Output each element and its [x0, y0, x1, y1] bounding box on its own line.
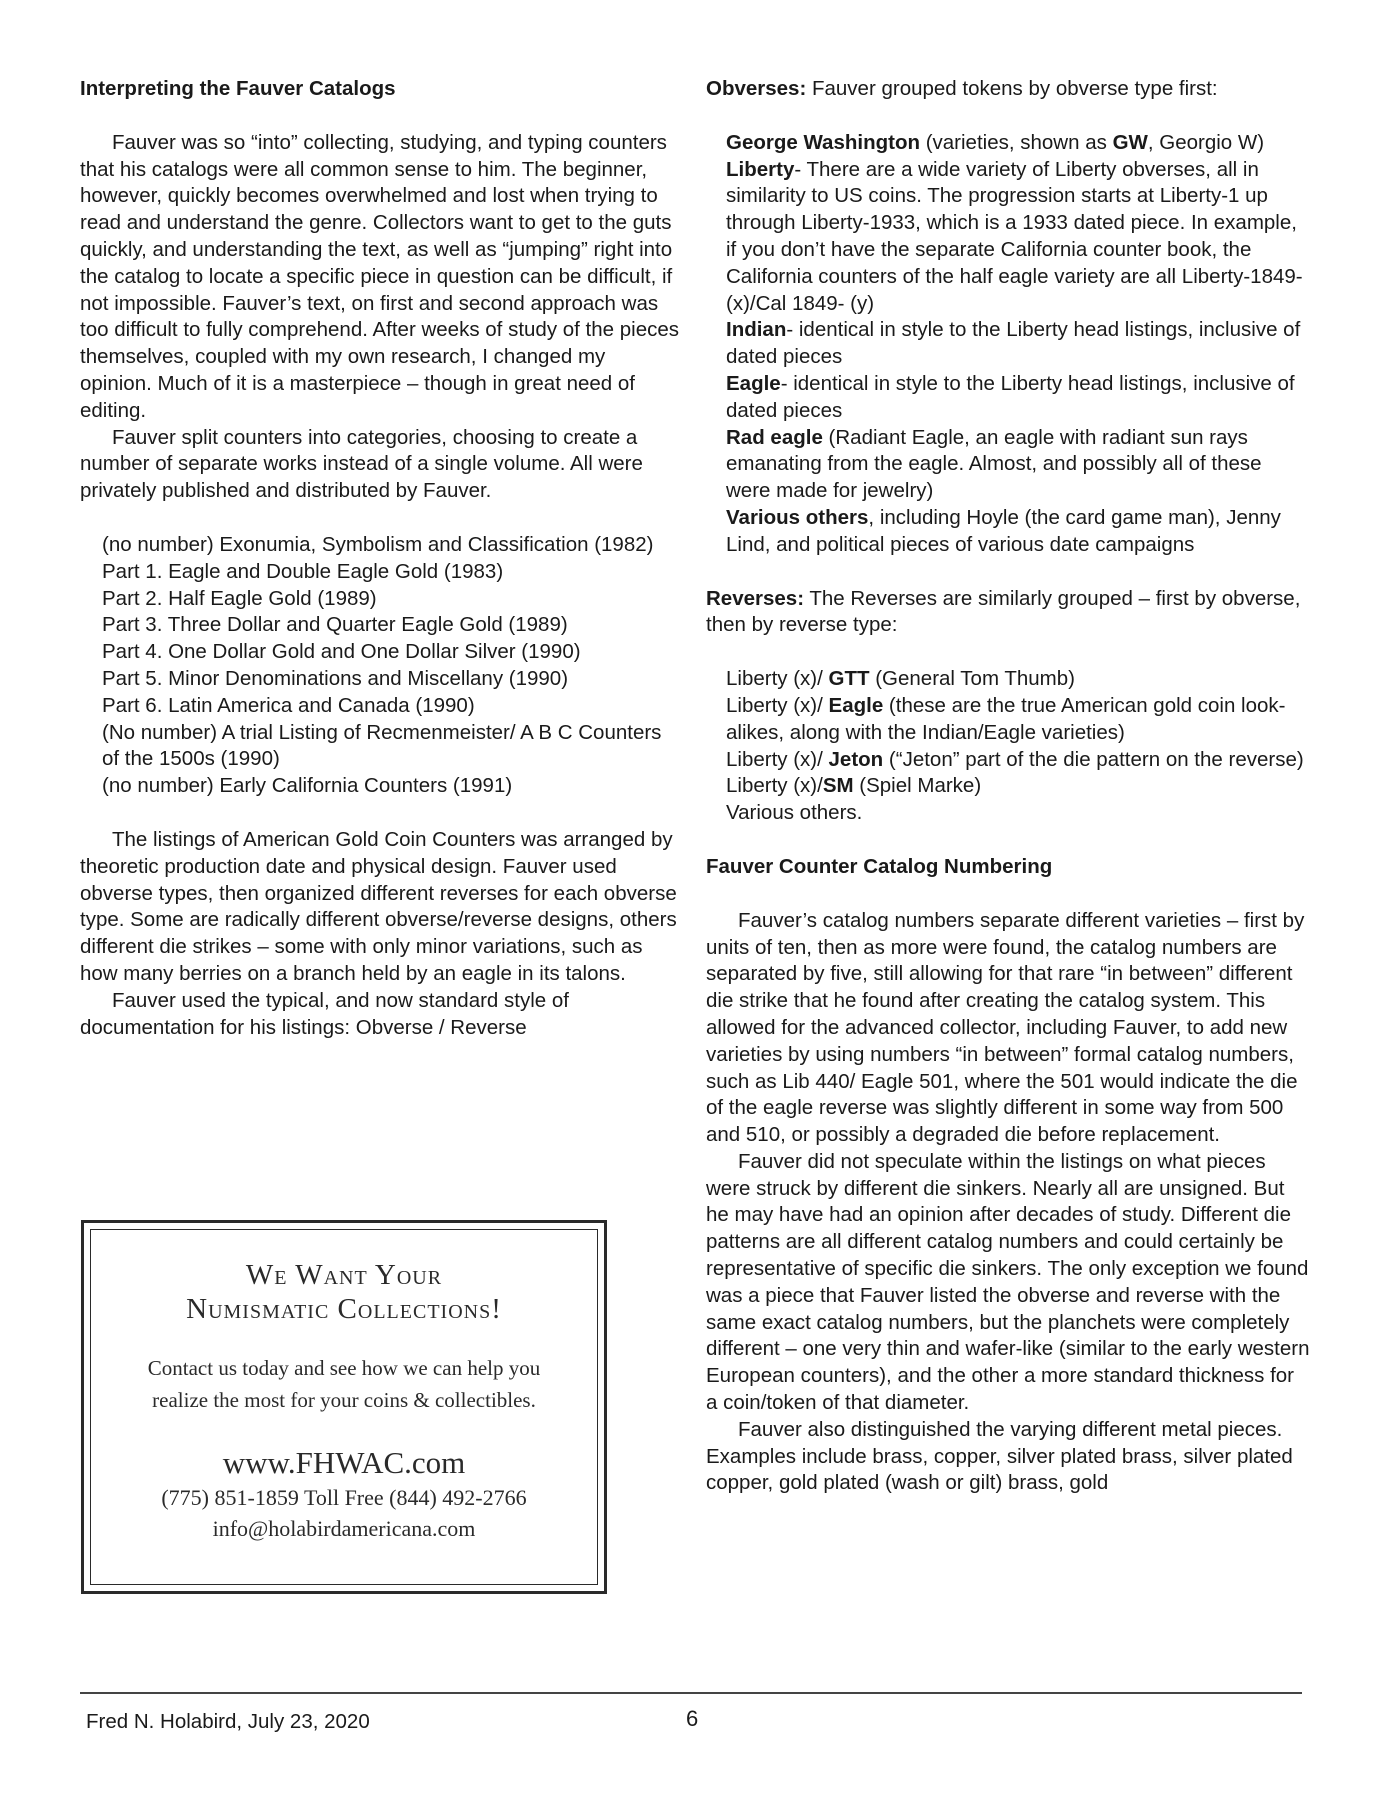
entry-text: (these are the true American gold coin look-alikes, along with the Indian/Eagle varieties)	[726, 693, 1286, 744]
list-item: Part 1. Eagle and Double Eagle Gold (1983)	[102, 559, 504, 583]
entry-text: (“Jeton” part of the die pattern on the reverse)	[883, 747, 1304, 771]
entry-text: - identical in style to the Liberty head listings, inclusive of dated pieces	[726, 318, 1301, 369]
ad-website-link[interactable]: www.FHWAC.com	[222, 1445, 466, 1480]
ad-title-line: Numismatic Collections!	[186, 1293, 502, 1325]
list-item: (no number) Exonumia, Symbolism and Classification (1982)	[102, 532, 654, 556]
list-item	[706, 693, 1311, 747]
works-list	[80, 532, 680, 800]
entry-text: - There are a wide variety of Liberty obverses, all in similarity to US coins. The progression starts at Liberty-1 up through Liberty-1933, which is a 1933 dated piece. In example, if you don’t have the separate California counter book, the California counters of the half eagle variety are all Liberty-1849-(x)/Cal 1849- (y)	[726, 157, 1303, 315]
section-heading-numbering: Fauver Counter Catalog Numbering	[706, 854, 1053, 878]
entry-term: Jeton	[828, 747, 884, 771]
list-item: Part 2. Half Eagle Gold (1989)	[102, 586, 377, 610]
entry-text: (Radiant Eagle, an eagle with radiant sun rays emanating from the eagle. Almost, and possibly all of these were made for jewelry)	[726, 425, 1262, 503]
entry-prefix: Liberty (x)/	[726, 693, 829, 717]
ad-email-link[interactable]: info@holabirdamericana.com	[212, 1516, 476, 1541]
footer-divider	[80, 1692, 1302, 1694]
list-item	[706, 666, 1311, 693]
footer-author-date: Fred N. Holabird, July 23, 2020	[86, 1710, 370, 1733]
entry-term: George Washington	[726, 130, 920, 154]
entry-term: Liberty	[726, 157, 795, 181]
page-number: 6	[686, 1706, 699, 1731]
advertisement-inner-border	[90, 1229, 598, 1585]
entry-prefix: Liberty (x)/	[726, 747, 829, 771]
entry-text: , Georgio W)	[1147, 130, 1265, 154]
ad-phone: (775) 851-1859 Toll Free (844) 492-2766	[161, 1485, 527, 1510]
section-heading-interpreting: Interpreting the Fauver Catalogs	[80, 77, 396, 100]
list-item	[706, 425, 1311, 505]
list-item: Various others.	[726, 801, 863, 825]
list-item	[706, 317, 1311, 371]
paragraph: The listings of American Gold Coin Counters was arranged by theoretic production date and physical design. Fauver used obverse types, then organized different reverses for each obverse type. Some are radically different obverse/reverse designs, others different die strikes – some with only minor variations, such as how many berries on a branch held by an eagle in its talons.	[80, 827, 677, 985]
list-item	[706, 773, 1311, 800]
list-item: (no number) Early California Counters (1991)	[102, 774, 513, 798]
ad-contact-line: Contact us today and see how we can help you	[147, 1356, 541, 1380]
ad-contact-text	[91, 1352, 597, 1416]
entry-text: - identical in style to the Liberty head listings, inclusive of dated pieces	[726, 371, 1295, 422]
obverses-intro-text: Fauver grouped tokens by obverse type first:	[806, 77, 1218, 100]
entry-term: SM	[822, 774, 854, 798]
ad-title-line: We Want Your	[245, 1259, 443, 1291]
entry-text: , including Hoyle (the card game man), Jenny Lind, and political pieces of various date campaigns	[726, 505, 1281, 556]
obverses-intro	[706, 76, 1311, 103]
paragraph: Fauver was so “into” collecting, studying, and typing counters that his catalogs were all common sense to him. The beginner, however, quickly becomes overwhelmed and lost when trying to read and understand the genre. Collectors want to get to the guts quickly, and understanding the text, as well as “jumping” right into the catalog to locate a specific piece in question can be difficult, if not impossible. Fauver’s text, on first and second approach was too difficult to fully comprehend. After weeks of study of the pieces themselves, coupled with my own research, I changed my opinion. Much of it is a masterpiece – though in great need of editing.	[80, 130, 680, 422]
left-column	[80, 76, 680, 1041]
entry-text: (General Tom Thumb)	[869, 667, 1075, 691]
ad-title	[91, 1258, 597, 1326]
list-item: Part 6. Latin America and Canada (1990)	[102, 693, 475, 717]
right-column	[706, 76, 1311, 1497]
obverses-label: Obverses:	[706, 77, 807, 100]
entry-text: (Spiel Marke)	[853, 774, 982, 798]
entry-term: Eagle	[828, 693, 884, 717]
list-item	[706, 505, 1311, 559]
list-item: (No number) A trial Listing of Recmenmeister/ A B C Counters of the 1500s (1990)	[102, 720, 662, 771]
paragraph: Fauver also distinguished the varying different metal pieces. Examples include brass, copper, silver plated brass, silver plated copper, gold plated (wash or gilt) brass, gold	[706, 1417, 1293, 1495]
entry-term: Various others	[726, 505, 869, 529]
list-item	[706, 130, 1311, 157]
list-item	[706, 371, 1311, 425]
reverses-intro	[706, 586, 1311, 640]
ad-contact-line: realize the most for your coins & collectibles.	[152, 1388, 536, 1412]
paragraph: Fauver split counters into categories, choosing to create a number of separate works instead of a single volume. All were privately published and distributed by Fauver.	[80, 425, 643, 503]
paragraph: Fauver used the typical, and now standard style of documentation for his listings: Obverse / Reverse	[80, 988, 569, 1039]
entry-term: GW	[1112, 130, 1148, 154]
list-item	[706, 157, 1311, 318]
entry-prefix: Liberty (x)/	[726, 667, 829, 691]
advertisement-box	[81, 1220, 607, 1594]
entry-text: (varieties, shown as	[920, 130, 1113, 154]
entry-term: Eagle	[726, 371, 781, 395]
entry-term: GTT	[828, 667, 870, 691]
reverses-label: Reverses:	[706, 586, 805, 610]
paragraph: Fauver’s catalog numbers separate different varieties – first by units of ten, then as more were found, the catalog numbers are separated by five, still allowing for that rare “in between” different die strike that he found after creating the catalog system. This allowed for the advanced collector, including Fauver, to add new varieties by using numbers “in between” formal catalog numbers, such as Lib 440/ Eagle 501, where the 501 would indicate the die of the eagle reverse was slightly different in some way from 500 and 510, or possibly a degraded die before replacement.	[706, 908, 1305, 1147]
list-item: Part 4. One Dollar Gold and One Dollar Silver (1990)	[102, 640, 581, 664]
reverses-intro-text: The Reverses are similarly grouped – first by obverse, then by reverse type:	[706, 586, 1301, 637]
entry-term: Rad eagle	[726, 425, 823, 449]
entry-prefix: Liberty (x)/	[726, 774, 823, 798]
list-item: Part 5. Minor Denominations and Miscellany (1990)	[102, 666, 569, 690]
reverse-list	[706, 666, 1311, 827]
paragraph: Fauver did not speculate within the listings on what pieces were struck by different die sinkers. Nearly all are unsigned. But he may have had an opinion after decades of study. Different die patterns are all different catalog numbers and could certainly be representative of specific die sinkers. The only exception we found was a piece that Fauver listed the obverse and reverse with the same exact catalog numbers, but the planchets were completely different – one very thin and wafer-like (similar to the early western European counters), and the other a more standard thickness for a coin/token of that diameter.	[706, 1149, 1310, 1415]
list-item: Part 3. Three Dollar and Quarter Eagle Gold (1989)	[102, 613, 568, 637]
entry-term: Indian	[726, 318, 787, 342]
obverse-list	[706, 130, 1311, 559]
list-item	[706, 747, 1311, 774]
